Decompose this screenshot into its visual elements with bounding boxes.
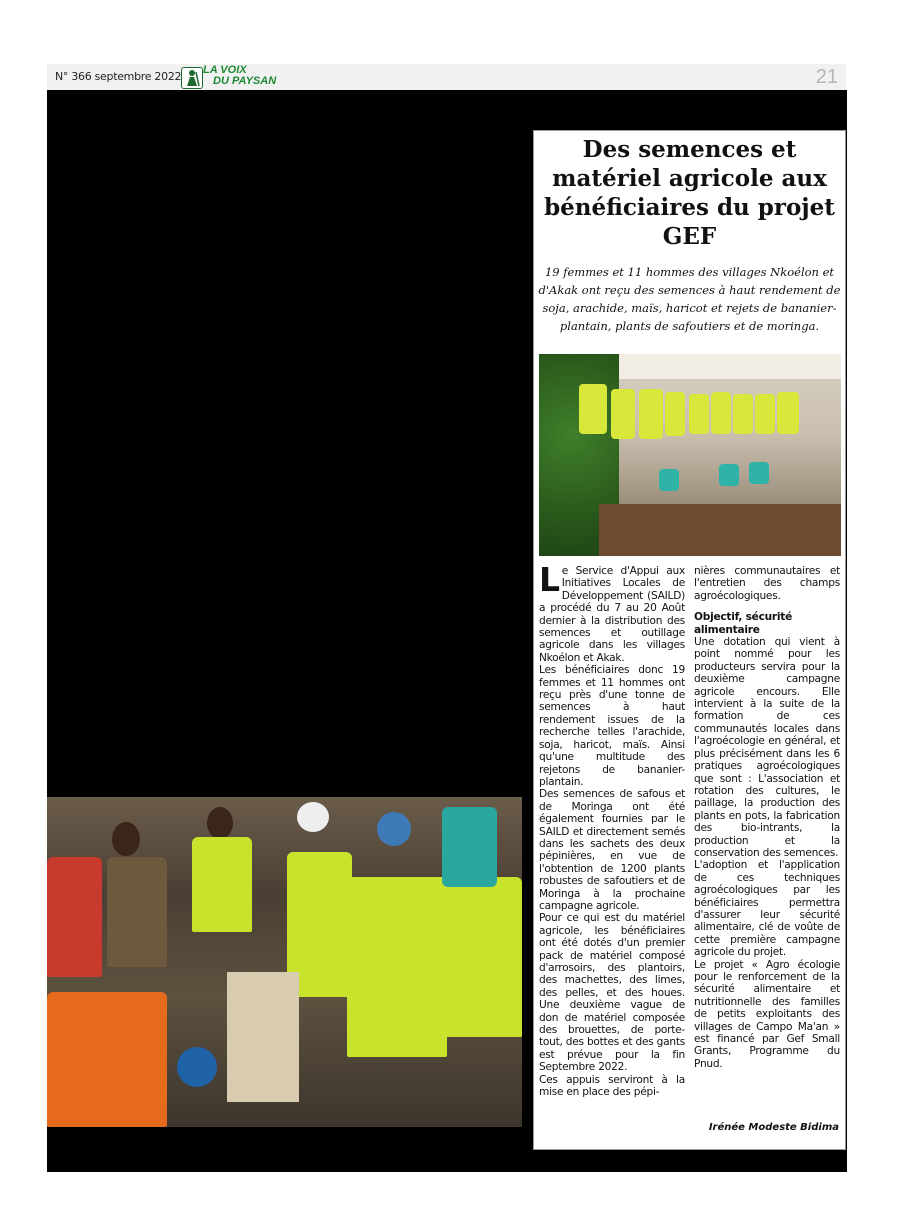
paragraph: Les bénéficiaires donc 19 femmes et 11 hommes ont reçu près d'une tonne de semences à haut rendement issues de la recherche telles l'arachide, soja, haricot, maïs. Ainsi qu'une multitude des rejetons de bananier-plantain. [539, 664, 685, 788]
paragraph: nières communautaires et l'entretien des champs agroécologiques. [694, 565, 840, 602]
article-column-2 [694, 565, 840, 1070]
paragraph: Le projet « Agro écologie pour le renforcement de la sécurité alimentaire et nutritionnelle des familles de petits exploitants des villages de Campo Ma'an » est financé par Gef Small Grants, Programme du Pnud. [694, 958, 840, 1070]
paragraph: Le Service d'Appui aux Initiatives Locales de Développement (SAILD) a procédé du 7 au 20 Août dernier à la distribution des semences et outillage agricole dans les villages Nkoélon et Akak. [539, 560, 685, 664]
page-number: 21 [815, 66, 838, 88]
section-subhead: Objectif, sécurité alimentaire [694, 611, 793, 636]
paragraph: Une dotation qui vient à point nommé pour les producteurs servira pour la deuxième campagne agricole encours. Elle intervient à la suite de la formation de ces communautés locales dans l'agroécologie en général, et plus précisément dans les 6 pratiques agroécologiques que sont : L'association et rotation des cultures, le paillage, la production des plants en pots, la fabrication des bio-intrants, la production et la conservation des semences. [694, 636, 840, 859]
article-title: Des semences et matériel agricole aux bénéficiaires du projet GEF [544, 136, 835, 250]
page-header [47, 64, 846, 91]
article-column-1 [539, 560, 685, 1099]
paragraph: L'adoption et l'application de ces techniques agroécologiques par les bénéficiaires permettra d'assurer leur sécurité alimentaire, clé de voûte de cette première campagne agricole du projet. [694, 859, 840, 959]
paragraph: Pour ce qui est du matériel agricole, les bénéficiaires ont été dotés d'un premier pack de matériel composé d'arrosoirs, des plantoirs, des machettes, des limes, des pelles, et des houes. Une deuxième vague de don de matériel composée des brouettes, de porte-tout, des bottes et des gants est prévue pour la fin Septembre 2022. [539, 912, 685, 1074]
logo-text [203, 65, 293, 89]
logo-line2: DU PAYSAN [213, 75, 277, 87]
issue-label: N° 366 septembre 2022 [55, 70, 182, 83]
paragraph: Des semences de safous et de Moringa ont été également fournies par le SAILD et directement semés dans les sachets des deux pépinières, en vue de l'obtention de 1200 plants robustes de safoutiers et de Moringa à la prochaine campagne agricole. [539, 788, 685, 912]
author-signature: Irénée Modeste Bidima [708, 1122, 839, 1133]
newspaper-logo [181, 65, 293, 89]
logo-line1: LA VOIX [203, 64, 247, 76]
paragraph: Ces appuis serviront à la mise en place des pépi- [539, 1073, 685, 1099]
distribution-photo [47, 797, 522, 1127]
dropcap: L [539, 560, 560, 599]
farmer-icon [181, 67, 203, 89]
article-box [533, 130, 846, 1150]
article-subtitle: 19 femmes et 11 hommes des villages Nkoélon et d'Akak ont reçu des semences à haut rendement de soja, arachide, maïs, haricot et rejets de bananier-plantain, plants de safoutiers et de moringa. [538, 265, 841, 333]
beneficiaries-photo [539, 354, 841, 556]
